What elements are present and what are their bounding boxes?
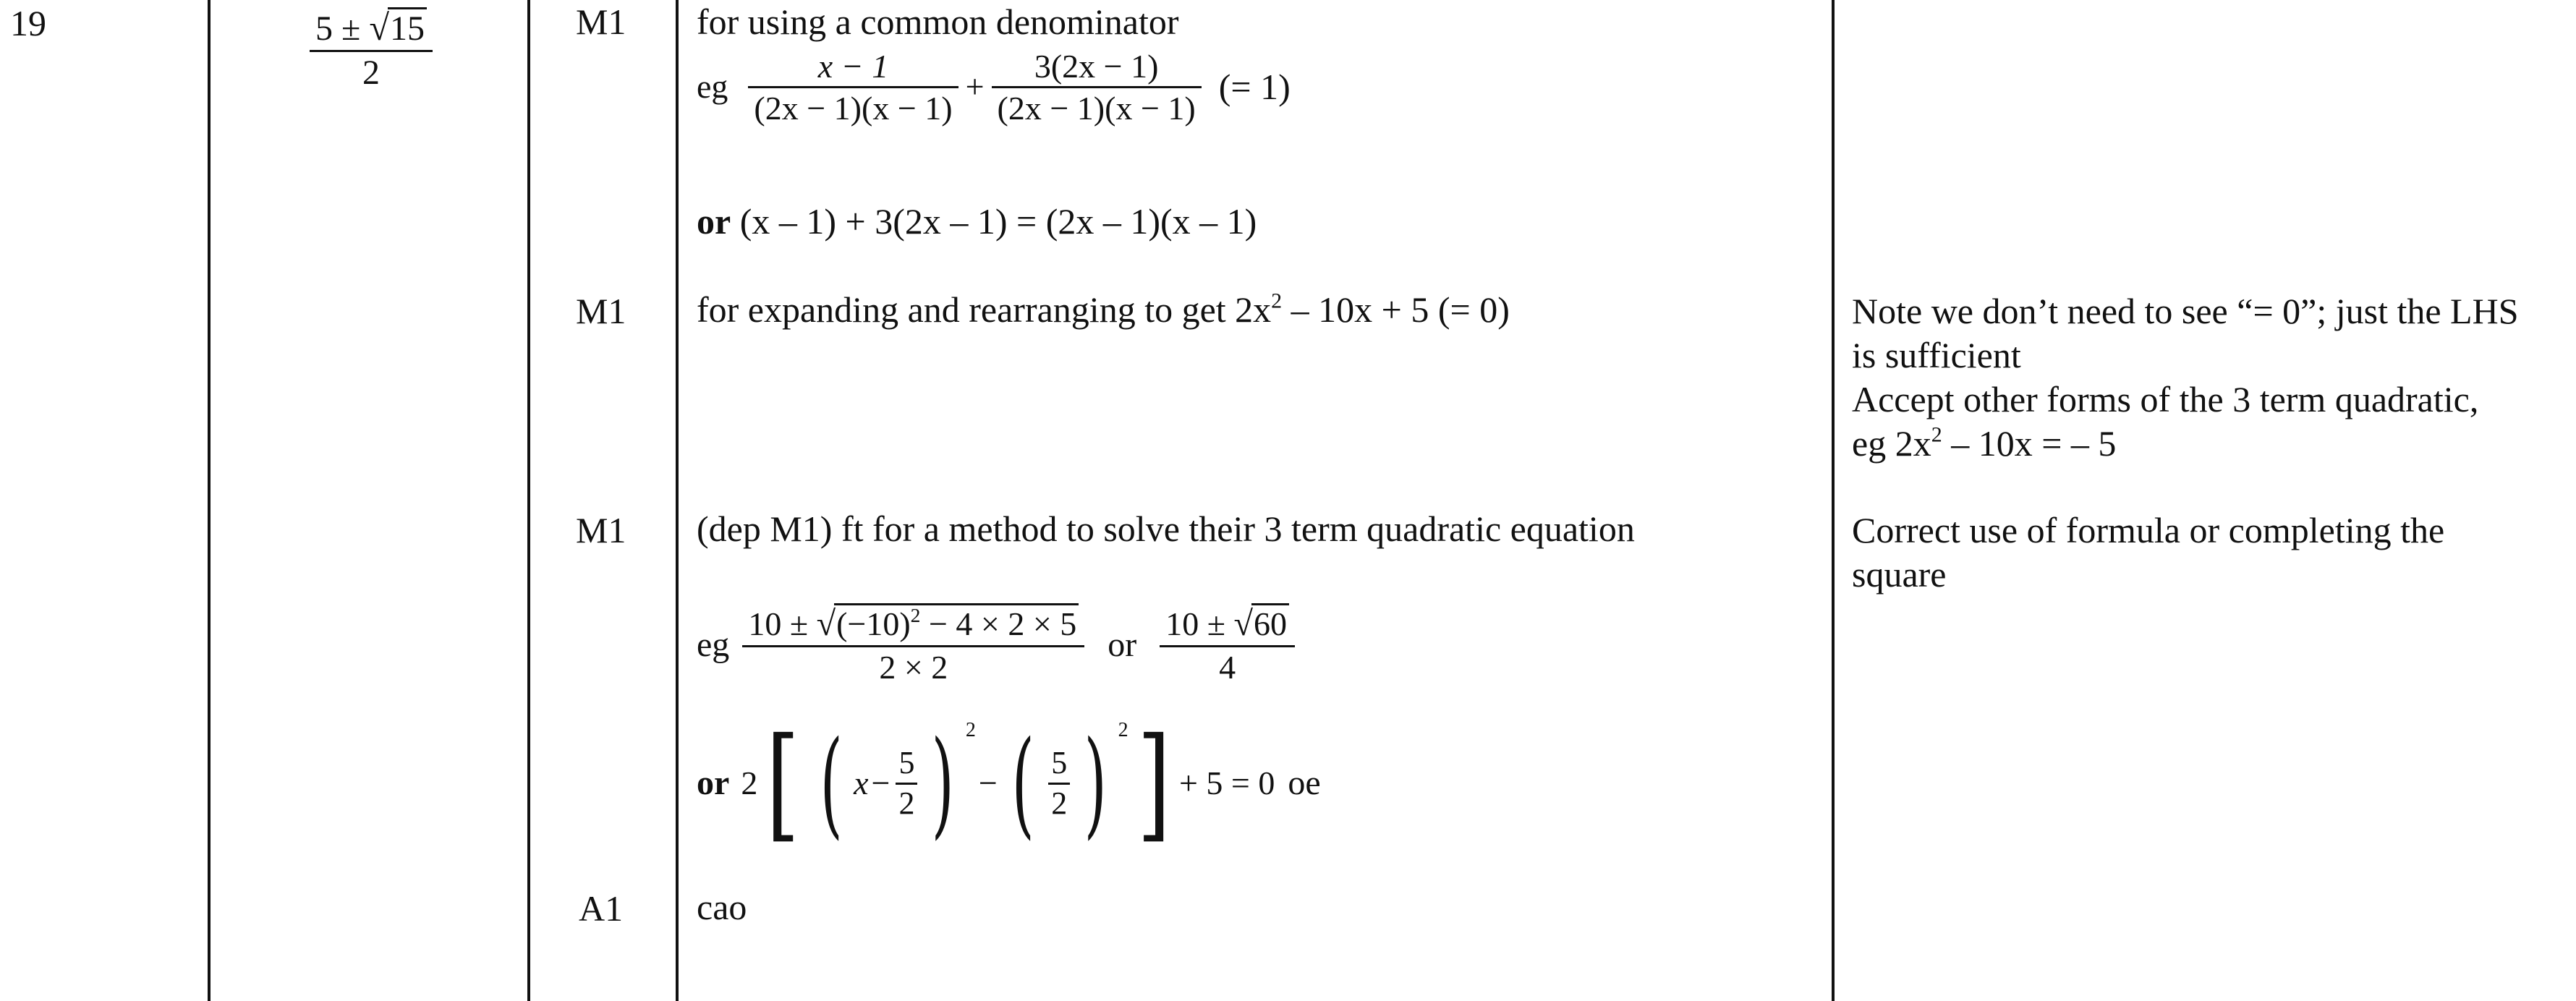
row1-tail: (= 1) [1218,66,1291,107]
row1-alternative-equation: (x – 1) + 3(2x – 1) = (2x – 1)(x – 1) [739,201,1257,242]
column-divider-2 [527,0,530,1001]
radical-sign: √ [369,7,389,48]
formula-exponent: 2 [910,604,921,627]
row3-note-line-2: square [1852,554,1947,595]
row1-fraction-2 [992,46,1202,128]
or-label: or [697,201,731,242]
row1-example [697,46,1291,128]
row2-note-line-4-prefix: eg 2x [1852,423,1931,464]
cs-fraction-2 [1048,744,1070,823]
row2-note-line-1: Note we don’t need to see “= 0”; just the LHS [1852,291,2519,331]
plus-sign: + [965,68,985,106]
cs-frac2-denominator: 2 [1051,785,1068,821]
column-divider-4 [1832,0,1835,1001]
simplified-denominator: 4 [1219,648,1236,686]
column-divider-1 [208,0,211,1001]
mark-a1: A1 [579,888,624,929]
row1-fraction-1 [748,46,958,128]
simplified-formula-fraction [1160,603,1295,687]
cs-frac1-denominator: 2 [898,785,915,821]
formula-denominator: 2 × 2 [879,648,948,686]
or-word: or [1108,626,1137,665]
mark-m1-method: M1 [576,510,626,550]
oe-label: oe [1288,764,1321,803]
cs-minus-1: − [871,764,890,801]
left-paren-2: ( [1011,715,1034,851]
row3-notes [1852,508,2444,597]
answer-numerator-prefix: 5 ± [315,9,370,48]
answer-denominator: 2 [362,53,380,92]
mark-m1-expanding: M1 [576,291,626,331]
quadratic-formula-fraction [742,603,1084,687]
row2-note-line-2: is sufficient [1852,335,2021,375]
row2-note-line-4-superscript: 2 [1931,422,1942,447]
row3-completing-square: or 2 [ ( x − $\frac{5}{2}$ ) 2 − ( $\frac{5}{2}$ ) 2 ] + 5 = 0 oe [697,712,1321,855]
right-paren-2: ) [1084,715,1108,851]
cs-fraction-1 [896,744,917,823]
cs-coefficient: 2 [741,764,758,801]
formula-numerator-prefix: 10 ± [748,605,817,642]
row1-frac1-denominator: (2x − 1)(x − 1) [754,90,953,127]
row2-note-line-4-suffix: – 10x = – 5 [1942,423,2117,464]
mark-m1-common-denominator: M1 [576,1,626,42]
row2-description [697,289,1510,331]
row3-formula-example [697,603,1302,687]
row1-description: for using a common denominator [697,1,1179,42]
simplified-radicand: 60 [1251,603,1289,642]
simplified-numerator-prefix: 10 ± [1165,605,1234,642]
right-paren-1: ) [932,715,955,851]
cs-frac1-numerator: 5 [898,744,915,780]
left-paren-1: ( [820,715,843,851]
right-bracket: ] [1136,712,1171,855]
cs-frac2-numerator: 5 [1051,744,1068,780]
row2-text-prefix: for expanding and rearranging to get 2x [697,289,1272,330]
row2-text-suffix: – 10x + 5 (= 0) [1282,289,1510,330]
left-bracket: [ [766,712,800,855]
row1-alternative [697,201,1257,243]
answer-fraction [310,6,433,93]
eg-label: eg [697,626,730,665]
eg-label: eg [697,68,728,106]
cs-variable: x [854,764,869,801]
answer-cell [302,6,440,93]
radical-sign: √ [816,605,836,643]
row2-superscript: 2 [1271,289,1283,313]
row2-note-line-4 [1852,422,2519,466]
or-label: or [697,764,730,803]
answer-radicand: 15 [388,7,427,48]
question-number: 19 [10,3,46,43]
row1-frac1-numerator: x − 1 [817,48,889,85]
row1-frac2-numerator: 3(2x − 1) [1034,48,1159,85]
row3-description: (dep M1) ft for a method to solve their 3 term quadratic equation [697,508,1635,549]
formula-radicand-b: − 4 × 2 × 5 [920,605,1077,642]
cs-minus-2: − [978,764,998,801]
row3-note-line-1: Correct use of formula or completing the [1852,510,2445,550]
row1-frac2-denominator: (2x − 1)(x − 1) [997,90,1196,127]
row2-notes [1852,289,2519,466]
column-divider-3 [676,0,679,1001]
row4-description: cao [697,887,747,927]
row2-note-line-3: Accept other forms of the 3 term quadratic, [1852,379,2479,419]
formula-radicand-a: (−10) [836,605,911,642]
radical-sign: √ [1233,605,1254,643]
formula-radicand [834,603,1079,642]
cs-tail: + 5 = 0 [1178,764,1275,801]
